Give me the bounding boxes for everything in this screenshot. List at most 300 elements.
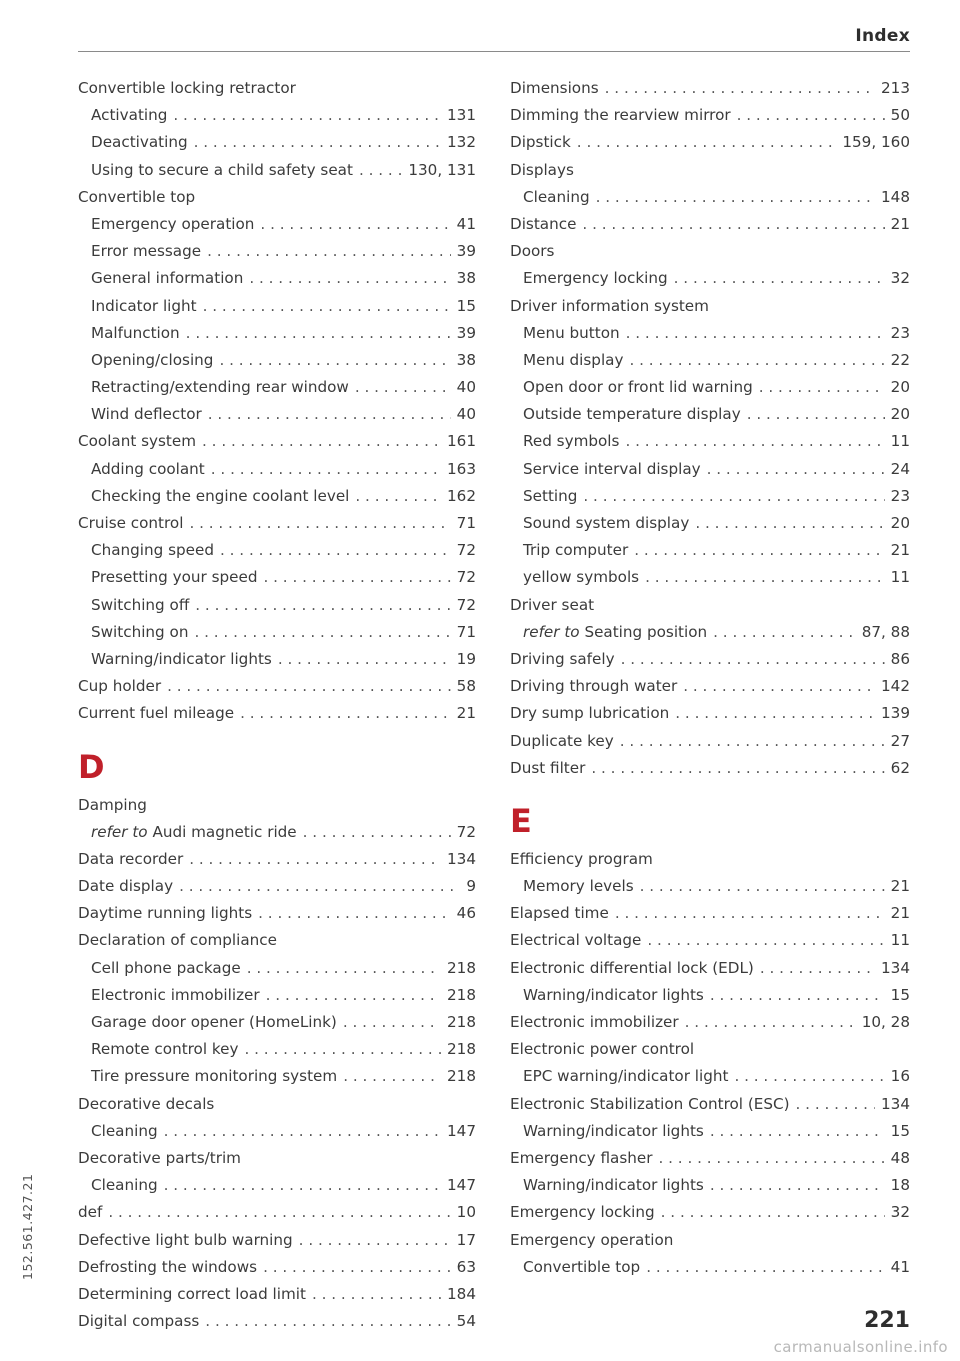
index-entry [510, 239, 910, 264]
entry-text: Doors [510, 242, 555, 261]
index-subentry [510, 1255, 910, 1280]
index-entry [510, 1146, 910, 1171]
leader-dots [240, 701, 451, 726]
index-entry [78, 674, 476, 699]
index-entry [510, 956, 910, 981]
entry-label [91, 1064, 337, 1089]
entry-label [523, 538, 628, 563]
entry-label [510, 901, 609, 926]
index-entry [78, 1282, 476, 1307]
entry-text: Warning/indicator lights [523, 1121, 704, 1140]
entry-label [91, 1037, 238, 1062]
entry-text: Adding coolant [91, 459, 205, 478]
leader-dots [205, 1309, 450, 1334]
entry-text: Dipstick [510, 133, 571, 152]
header-rule [78, 51, 910, 52]
entry-label [78, 1146, 241, 1171]
leader-dots [674, 266, 885, 291]
entry-text: Switching off [91, 595, 190, 614]
index-subentry [510, 874, 910, 899]
entry-page: 87, 88 [861, 622, 910, 641]
index-entry [78, 901, 476, 926]
entry-text: Tire pressure monitoring system [91, 1067, 338, 1086]
entry-text: EPC warning/indicator light [523, 1067, 729, 1086]
leader-dots [164, 1119, 441, 1144]
entry-page: 218 [447, 958, 476, 977]
entry-text: Using to secure a child safety seat [91, 160, 353, 179]
entry-text: Audi magnetic ride [152, 822, 297, 841]
index-subentry [78, 1173, 476, 1198]
header-title: Index [855, 26, 910, 46]
index-subentry [510, 429, 910, 454]
index-entry [510, 593, 910, 618]
index-entry [510, 294, 910, 319]
entry-text: General information [91, 269, 244, 288]
entry-page: 218 [447, 1067, 476, 1086]
entry-page: 15 [456, 296, 476, 315]
entry-label [510, 756, 585, 781]
entry-label [510, 76, 599, 101]
entry-label [510, 928, 641, 953]
entry-text: Data recorder [78, 849, 184, 868]
entry-page: 184 [447, 1284, 476, 1303]
leader-dots [186, 321, 451, 346]
entry-text: Switching on [91, 622, 189, 641]
leader-dots [710, 1173, 885, 1198]
entry-label [78, 1309, 199, 1334]
entry-text: Deactivating [91, 133, 188, 152]
leader-dots [591, 756, 884, 781]
index-entry [78, 185, 476, 210]
entry-text: Duplicate key [510, 731, 614, 750]
leader-dots [164, 1173, 441, 1198]
leader-dots [796, 1092, 875, 1117]
leader-dots [263, 1255, 451, 1280]
leader-dots [343, 1010, 441, 1035]
entry-text: Presetting your speed [91, 568, 258, 587]
entry-page: 134 [881, 1094, 910, 1113]
entry-text: Emergency locking [510, 1203, 655, 1222]
entry-text: Emergency flasher [510, 1148, 653, 1167]
leader-dots [359, 158, 402, 183]
entry-page: 15 [890, 985, 910, 1004]
entry-text: Electrical voltage [510, 931, 642, 950]
index-subentry [78, 983, 476, 1008]
entry-text: Driver seat [510, 595, 595, 614]
leader-dots [710, 983, 885, 1008]
leader-dots [634, 538, 884, 563]
entry-page: 21 [890, 904, 910, 923]
entry-text: Damping [78, 795, 147, 814]
entry-page: 161 [447, 432, 476, 451]
entry-label [78, 1200, 102, 1225]
leader-dots [303, 820, 451, 845]
entry-page: 10 [456, 1203, 476, 1222]
leader-dots [645, 565, 885, 590]
leader-dots [244, 1037, 441, 1062]
entry-page: 147 [447, 1176, 476, 1195]
leader-dots [626, 321, 885, 346]
entry-text: Cruise control [78, 514, 184, 532]
entry-page: 72 [456, 595, 476, 614]
entry-text: Warning/indicator lights [523, 1176, 704, 1195]
leader-dots [620, 729, 885, 754]
leader-dots [219, 348, 450, 373]
leader-dots [625, 429, 884, 454]
index-entry [510, 1010, 910, 1035]
leader-dots [278, 647, 451, 672]
entry-text: Date display [78, 877, 174, 896]
index-entry [78, 1228, 476, 1253]
index-subentry [78, 239, 476, 264]
entry-text: Determining correct load limit [78, 1284, 306, 1303]
entry-text: Displays [510, 160, 574, 179]
index-subentry [78, 484, 476, 509]
entry-page: 130, 131 [408, 160, 476, 179]
entry-label [91, 484, 349, 509]
entry-label [91, 239, 201, 264]
entry-label [91, 1173, 158, 1198]
entry-page: 32 [890, 1203, 910, 1222]
entry-page: 9 [466, 877, 476, 896]
entry-label [91, 130, 188, 155]
entry-label [510, 1092, 790, 1117]
index-entry [78, 1309, 476, 1334]
entry-text: Declaration of compliance [78, 931, 277, 950]
index-subentry [510, 620, 910, 645]
index-subentry [78, 130, 476, 155]
entry-page: 40 [456, 378, 476, 397]
leader-dots [260, 212, 450, 237]
entry-page: 20 [890, 378, 910, 397]
entry-label [78, 793, 147, 818]
index-subentry [78, 647, 476, 672]
leader-dots [683, 674, 875, 699]
entry-text: Cell phone package [91, 958, 241, 977]
leader-dots [312, 1282, 441, 1307]
index-subentry [78, 103, 476, 128]
entry-text: Checking the engine coolant level [91, 486, 350, 505]
leader-dots [247, 956, 441, 981]
entry-label [523, 484, 577, 509]
index-entry [510, 1228, 910, 1253]
entry-text: Distance [510, 214, 577, 233]
entry-label [510, 1200, 655, 1225]
index-subentry [78, 956, 476, 981]
leader-dots [695, 511, 884, 536]
entry-text: Emergency operation [91, 214, 255, 233]
entry-label [91, 983, 260, 1008]
entry-text: Menu display [523, 350, 624, 369]
entry-text: Elapsed time [510, 904, 609, 923]
entry-text: Electronic Stabilization Control (ESC) [510, 1094, 790, 1113]
entry-text: Dust filter [510, 758, 586, 777]
entry-text: Dimensions [510, 79, 599, 97]
entry-label [523, 402, 741, 427]
index-subentry [510, 348, 910, 373]
entry-label [510, 674, 677, 699]
entry-text: Decorative decals [78, 1094, 215, 1113]
index-subentry [78, 1064, 476, 1089]
entry-text: Activating [91, 106, 168, 125]
leader-dots [615, 901, 885, 926]
entry-page: 27 [890, 731, 910, 750]
leader-dots [621, 647, 885, 672]
index-subentry [78, 321, 476, 346]
entry-label [78, 76, 296, 101]
entry-page: 159, 160 [842, 133, 910, 152]
entry-page: 40 [456, 405, 476, 424]
leader-dots [195, 593, 450, 618]
entry-label [510, 1037, 694, 1062]
entry-text: Cleaning [91, 1121, 158, 1140]
index-entry [78, 1200, 476, 1225]
index-subentry [78, 593, 476, 618]
entry-page: 22 [890, 350, 910, 369]
entry-page: 16 [890, 1067, 910, 1086]
entry-page: 163 [447, 459, 476, 478]
leader-dots [208, 402, 451, 427]
index-entry [510, 647, 910, 672]
leader-dots [583, 484, 884, 509]
entry-label [78, 701, 234, 726]
entry-page: 147 [447, 1121, 476, 1140]
entry-label [78, 1092, 214, 1117]
leader-dots [605, 76, 875, 101]
entry-text: Changing speed [91, 541, 214, 560]
entry-page: 11 [890, 931, 910, 950]
entry-text: Service interval display [523, 459, 701, 478]
entry-label [510, 847, 653, 872]
index-subentry [510, 484, 910, 509]
leader-dots [189, 511, 450, 536]
entry-page: 72 [456, 568, 476, 587]
index-column-right [510, 76, 910, 1282]
entry-label [91, 820, 297, 845]
index-subentry [510, 983, 910, 1008]
entry-text: yellow symbols [523, 568, 640, 587]
entry-label [91, 321, 180, 346]
entry-label [523, 1119, 704, 1144]
entry-page: 72 [456, 822, 476, 841]
leader-dots [220, 538, 451, 563]
leader-dots [747, 402, 885, 427]
entry-text: Trip computer [523, 541, 629, 560]
index-column-left [78, 76, 476, 1336]
leader-dots [299, 1228, 451, 1253]
leader-dots [202, 429, 441, 454]
entry-page: 41 [890, 1257, 910, 1276]
leader-dots [647, 928, 884, 953]
index-subentry [78, 1119, 476, 1144]
entry-page: 15 [890, 1121, 910, 1140]
entry-page: 58 [456, 677, 476, 696]
entry-label [510, 103, 731, 128]
entry-label [78, 874, 173, 899]
index-subentry [78, 457, 476, 482]
entry-label [510, 239, 554, 264]
index-subentry [78, 620, 476, 645]
entry-label [78, 511, 183, 536]
entry-page: 17 [456, 1230, 476, 1249]
section-letter: D [78, 747, 105, 786]
entry-page: 18 [890, 1176, 910, 1195]
entry-label [91, 593, 189, 618]
watermark: carmanualsonline.info [773, 1338, 948, 1356]
index-subentry [78, 820, 476, 845]
entry-label [523, 1255, 640, 1280]
entry-page: 86 [890, 649, 910, 668]
index-entry [510, 847, 910, 872]
entry-text: Memory levels [523, 877, 634, 896]
entry-label [510, 158, 574, 183]
entry-text: Open door or front lid warning [523, 378, 753, 397]
document-code: 152.561.427.21 [20, 1173, 35, 1280]
entry-label [91, 457, 205, 482]
entry-text: Dimming the rearview mirror [510, 106, 731, 125]
entry-page: 50 [890, 106, 910, 125]
index-subentry [510, 1119, 910, 1144]
entry-text: Electronic power control [510, 1040, 695, 1059]
entry-text: Seating position [584, 622, 708, 641]
index-entry [78, 847, 476, 872]
entry-page: 11 [890, 432, 910, 451]
leader-dots [108, 1200, 450, 1225]
entry-text: Convertible locking retractor [78, 79, 296, 97]
entry-text: Electronic differential lock (EDL) [510, 958, 754, 977]
entry-text: Defective light bulb warning [78, 1230, 293, 1249]
leader-dots [685, 1010, 856, 1035]
leader-dots [707, 457, 885, 482]
entry-text: Defrosting the windows [78, 1257, 258, 1276]
entry-page: 21 [890, 541, 910, 560]
index-entry [78, 928, 476, 953]
index-subentry [78, 158, 476, 183]
entry-label [523, 565, 639, 590]
entry-page: 142 [881, 677, 910, 696]
entry-text: Warning/indicator lights [91, 649, 272, 668]
index-entry [510, 701, 910, 726]
leader-dots [355, 484, 441, 509]
entry-label [91, 266, 243, 291]
entry-label [78, 847, 183, 872]
entry-text: Electronic immobilizer [91, 985, 260, 1004]
index-subentry [510, 1173, 910, 1198]
leader-dots [189, 847, 441, 872]
index-subentry [78, 1037, 476, 1062]
index-subentry [510, 375, 910, 400]
leader-dots [582, 212, 884, 237]
entry-label [523, 375, 753, 400]
entry-label [510, 1228, 673, 1253]
refer-to-label: refer to [523, 622, 580, 641]
leader-dots [710, 1119, 885, 1144]
entry-label [523, 983, 704, 1008]
index-subentry [78, 375, 476, 400]
index-entry [510, 674, 910, 699]
leader-dots [596, 185, 875, 210]
leader-dots [263, 565, 450, 590]
entry-page: 21 [890, 214, 910, 233]
entry-label [78, 928, 277, 953]
index-entry [510, 901, 910, 926]
entry-label [523, 321, 620, 346]
leader-dots [734, 1064, 884, 1089]
leader-dots [167, 674, 451, 699]
section-letter: E [510, 801, 532, 840]
entry-label [523, 874, 634, 899]
entry-text: Cleaning [91, 1176, 158, 1195]
index-subentry [78, 1010, 476, 1035]
entry-label [510, 130, 571, 155]
entry-label [78, 1255, 257, 1280]
entry-text: Coolant system [78, 432, 197, 451]
entry-label [91, 402, 202, 427]
entry-page: 71 [456, 514, 476, 532]
entry-page: 148 [881, 187, 910, 206]
entry-page: 63 [456, 1257, 476, 1276]
leader-dots [759, 375, 885, 400]
entry-page: 132 [447, 133, 476, 152]
leader-dots [258, 901, 451, 926]
index-subentry [78, 212, 476, 237]
index-entry [78, 793, 476, 818]
index-entry [510, 1092, 910, 1117]
entry-page: 62 [890, 758, 910, 777]
entry-page: 19 [456, 649, 476, 668]
refer-to-label: refer to [91, 822, 148, 841]
entry-label [510, 1010, 679, 1035]
index-entry [78, 1092, 476, 1117]
entry-page: 23 [890, 323, 910, 342]
entry-page: 38 [456, 269, 476, 288]
entry-page: 131 [447, 106, 476, 125]
entry-text: Decorative parts/trim [78, 1148, 241, 1167]
index-subentry [78, 348, 476, 373]
entry-text: Driving through water [510, 677, 678, 696]
index-entry [510, 212, 910, 237]
index-entry [78, 874, 476, 899]
leader-dots [713, 620, 856, 645]
entry-label [510, 647, 615, 672]
index-subentry [510, 402, 910, 427]
index-entry [510, 1037, 910, 1062]
entry-page: 32 [890, 269, 910, 288]
index-entry [78, 1255, 476, 1280]
entry-text: Setting [523, 486, 578, 505]
entry-label [91, 956, 241, 981]
index-entry [510, 928, 910, 953]
entry-page: 24 [890, 459, 910, 478]
entry-text: Wind deflector [91, 405, 202, 424]
entry-label [91, 103, 167, 128]
index-entry [510, 756, 910, 781]
entry-text: Error message [91, 242, 202, 261]
entry-label [91, 1010, 337, 1035]
entry-page: 71 [456, 622, 476, 641]
entry-text: Malfunction [91, 323, 180, 342]
entry-text: Cleaning [523, 187, 590, 206]
entry-page: 218 [447, 1040, 476, 1059]
entry-page: 39 [456, 323, 476, 342]
entry-text: Outside temperature display [523, 405, 741, 424]
entry-label [91, 647, 272, 672]
entry-label [510, 1146, 653, 1171]
leader-dots [737, 103, 885, 128]
index-subentry [510, 185, 910, 210]
entry-label [523, 185, 590, 210]
index-entry [510, 158, 910, 183]
